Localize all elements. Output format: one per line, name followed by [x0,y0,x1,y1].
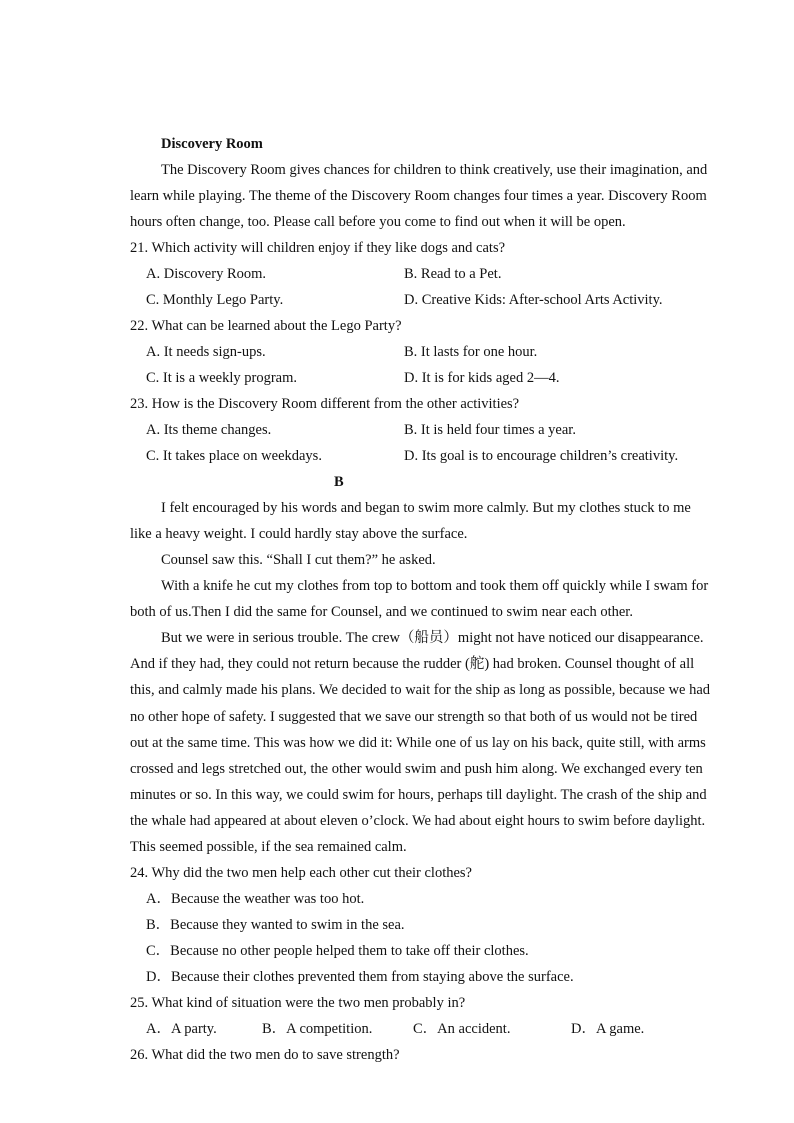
question-24-option-a: A．Because the weather was too hot. [146,891,365,907]
question-24-stem: 24. Why did the two men help each other cut their clothes? [130,865,472,881]
passage-a-line: learn while playing. The theme of the Discovery Room changes four times a year. Discovery Room [130,188,707,204]
question-21-option-a: A. Discovery Room. [146,266,267,282]
question-22-option-a: A. It needs sign-ups. [146,344,266,360]
passage-b-line: no other hope of safety. I suggested that we save our strength so that both of us would not be tired [130,709,698,725]
question-23-option-c: C. It takes place on weekdays. [146,448,322,464]
passage-b-heading: B [334,474,344,490]
question-21-option-c: C. Monthly Lego Party. [146,292,284,308]
question-25-option-b: B．A competition. [262,1021,373,1037]
question-22-option-b: B. It lasts for one hour. [404,344,538,360]
question-22-option-d: D. It is for kids aged 2—4. [404,370,560,386]
passage-b-line: minutes or so. In this way, we could swim for hours, perhaps till daylight. The crash of the ship and [130,787,707,803]
question-25-option-d: D．A game. [571,1021,645,1037]
question-23-option-a: A. Its theme changes. [146,422,272,438]
passage-b-line: both of us.Then I did the same for Counsel, and we continued to swim near each other. [130,604,633,620]
passage-b-line: I felt encouraged by his words and began to swim more calmly. But my clothes stuck to me [161,500,691,516]
question-24-option-c: C．Because no other people helped them to take off their clothes. [146,943,529,959]
question-21-option-d: D. Creative Kids: After-school Arts Activity. [404,292,663,308]
question-26-stem: 26. What did the two men do to save strength? [130,1047,400,1063]
passage-b-line: this, and calmly made his plans. We decided to wait for the ship as long as possible, because we had [130,682,711,698]
question-21-stem: 21. Which activity will children enjoy if they like dogs and cats? [130,240,506,256]
passage-b-line: This seemed possible, if the sea remained calm. [130,839,407,855]
passage-a-heading: Discovery Room [161,136,263,152]
question-23-option-b: B. It is held four times a year. [404,422,576,438]
passage-b-line: the whale had appeared at about eleven o’clock. We had about eight hours to swim before daylight. [130,813,706,829]
question-24-option-d: D．Because their clothes prevented them from staying above the surface. [146,969,574,985]
question-24-option-b: B．Because they wanted to swim in the sea. [146,917,405,933]
passage-b-line: Counsel saw this. “Shall I cut them?” he asked. [161,552,436,568]
question-25-stem: 25. What kind of situation were the two men probably in? [130,995,466,1011]
passage-a-line: The Discovery Room gives chances for children to think creatively, use their imagination, and [161,162,708,178]
passage-b-line: crossed and legs stretched out, the other would swim and push him along. We exchanged every ten [130,761,703,777]
passage-b-line: But we were in serious trouble. The crew（船员）might not have noticed our disappearance. [161,630,704,646]
passage-b-line: With a knife he cut my clothes from top to bottom and took them off quickly while I swam for [161,578,709,594]
passage-b-line: like a heavy weight. I could hardly stay above the surface. [130,526,468,542]
question-23-option-d: D. Its goal is to encourage children’s creativity. [404,448,679,464]
passage-b-line: out at the same time. This was how we did it: While one of us lay on his back, quite still, with arms [130,735,706,751]
question-25-option-a: A．A party. [146,1021,217,1037]
passage-a-line: hours often change, too. Please call before you come to find out when it will be open. [130,214,626,230]
question-21-option-b: B. Read to a Pet. [404,266,502,282]
question-23-stem: 23. How is the Discovery Room different from the other activities? [130,396,520,412]
passage-b-line: And if they had, they could not return because the rudder (舵) had broken. Counsel thought of all [130,656,695,672]
question-25-option-c: C．An accident. [413,1021,511,1037]
question-22-stem: 22. What can be learned about the Lego Party? [130,318,402,334]
question-22-option-c: C. It is a weekly program. [146,370,298,386]
